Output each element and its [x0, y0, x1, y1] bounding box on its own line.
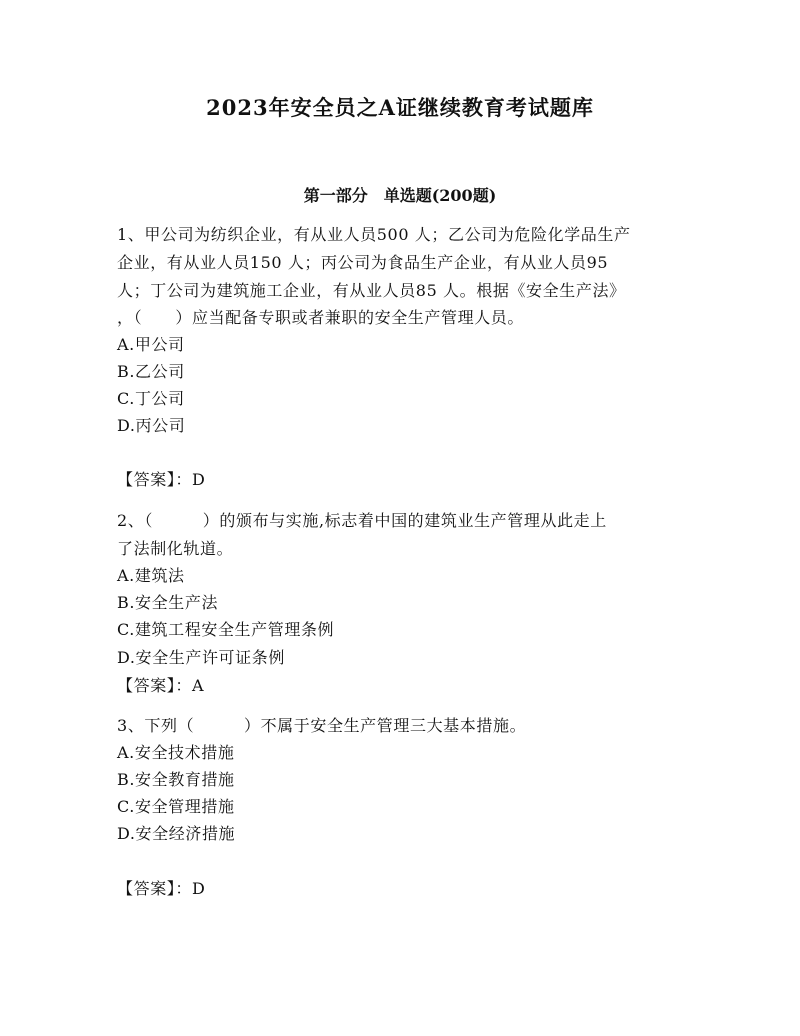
- question-2-option-a: A.建筑法: [117, 566, 185, 585]
- question-1-answer: 【答案】：D: [117, 470, 206, 489]
- question-2-stem-line: 了法制化轨道。: [117, 539, 234, 558]
- question-1-option-a: A.甲公司: [117, 335, 185, 354]
- question-1-option-c: C.丁公司: [117, 389, 185, 408]
- question-2-option-b: B.安全生产法: [117, 593, 219, 612]
- question-2-option-c: C.建筑工程安全生产管理条例: [117, 620, 335, 639]
- question-1-stem-line: ，（ ）应当配备专职或者兼职的安全生产管理人员。: [117, 308, 525, 327]
- question-2-stem-line: 2、（ ）的颁布与实施,标志着中国的建筑业生产管理从此走上: [117, 511, 607, 530]
- question-3-option-a: A.安全技术措施: [117, 743, 235, 762]
- document-title: 2023年安全员之A证继续教育考试题库: [206, 95, 594, 120]
- question-1-stem-line: 人；丁公司为建筑施工企业，有从业人员85 人。根据《安全生产法》: [117, 281, 626, 300]
- section-heading: 第一部分 单选题(200题): [303, 186, 497, 205]
- question-1-stem-line: 企业，有从业人员150 人；丙公司为食品生产企业，有从业人员95: [117, 253, 609, 272]
- question-1-stem-line: 1、甲公司为纺织企业，有从业人员500 人；乙公司为危险化学品生产: [117, 225, 631, 244]
- question-3-option-d: D.安全经济措施: [117, 824, 236, 843]
- question-2-answer: 【答案】：A: [117, 676, 205, 695]
- question-3-stem-line: 3、下列（ ）不属于安全生产管理三大基本措施。: [117, 716, 527, 735]
- question-3-option-b: B.安全教育措施: [117, 770, 235, 789]
- question-2-option-d: D.安全生产许可证条例: [117, 648, 285, 667]
- question-3-answer: 【答案】：D: [117, 879, 206, 898]
- question-3-option-c: C.安全管理措施: [117, 797, 235, 816]
- question-1-option-b: B.乙公司: [117, 362, 185, 381]
- question-1-option-d: D.丙公司: [117, 416, 186, 435]
